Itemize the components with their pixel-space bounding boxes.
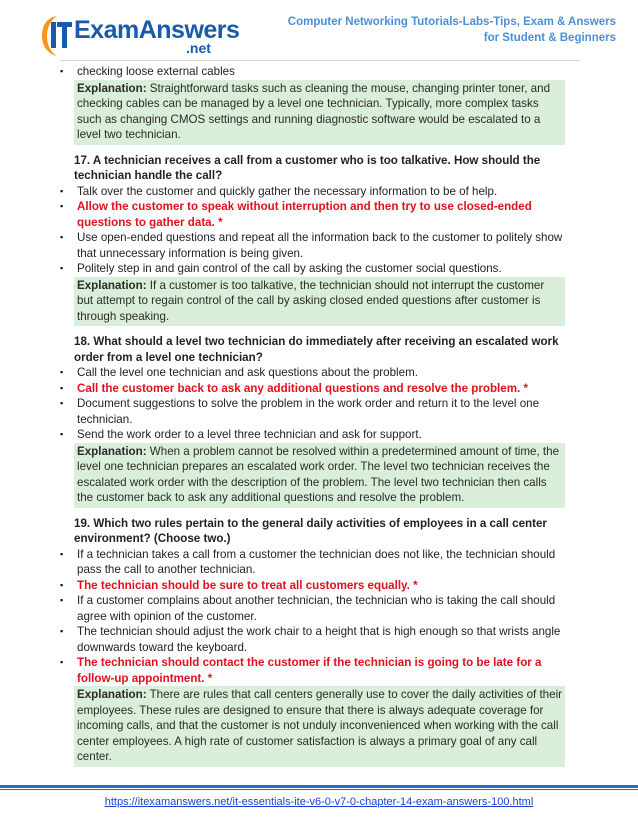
option-item: ▪ Send the work order to a level three technician and ask for support. xyxy=(60,428,422,441)
q19-options xyxy=(60,547,565,687)
source-url-link[interactable]: https://itexamanswers.net/it-essentials-ite-v6-0-v7-0-chapter-14-exam-answers-100.html xyxy=(104,796,534,808)
logo-name: ExamAnswers xyxy=(74,16,240,44)
bullet-icon: ▪ xyxy=(60,579,64,590)
option-item: ▪ The technician should adjust the work chair to a height that is high enough so that wrists angle downwards toward the keyboard. xyxy=(60,625,561,654)
option-item: ▪ Use open-ended questions and repeat all the information back to the customer to politely show that unnecessary information is being given. xyxy=(60,231,563,260)
q19-question: 19. Which two rules pertain to the general daily activities of employees in a call center environment? (Choose two.) xyxy=(74,516,547,545)
logo-it-icon xyxy=(40,14,74,58)
q17-explanation xyxy=(74,277,565,327)
explanation-text: There are rules that call centers generally use to cover the daily activities of their employees. These rules are designed to ensure that there is always adequate coverage for incoming calls, and that the customer is not unduly inconvenienced when working with the call center employees. A high rate of customer satisfaction is always a primary goal of any call center. xyxy=(77,688,563,763)
bullet-icon: ▪ xyxy=(60,382,64,393)
bullet-icon: ▪ xyxy=(60,185,64,196)
bullet-icon: ▪ xyxy=(60,232,64,242)
option-item: ▪ Document suggestions to solve the problem in the work order and return it to the level one technician. xyxy=(60,397,540,426)
q19-explanation xyxy=(74,686,565,767)
tagline-line-2: for Student & Beginners xyxy=(483,32,616,44)
bullet-icon: ▪ xyxy=(60,657,64,667)
q18-options xyxy=(60,365,565,443)
bullet-icon: ▪ xyxy=(60,367,64,377)
q18-question: 18. What should a level two technician do immediately after receiving an escalated work order from a level one technician? xyxy=(74,335,559,364)
option-item-correct: ▪ The technician should be sure to treat all customers equally. * xyxy=(60,578,418,592)
explanation-label: Explanation: xyxy=(77,278,147,292)
option-item-correct: ▪ Allow the customer to speak without interruption and then try to use closed-ended questions to gather data. * xyxy=(60,200,532,229)
q16-explanation xyxy=(74,80,565,145)
explanation-label: Explanation: xyxy=(77,81,147,95)
bullet-icon: ▪ xyxy=(60,263,64,273)
site-tagline xyxy=(288,14,616,46)
explanation-label: Explanation: xyxy=(77,688,147,701)
bullet-icon: ▪ xyxy=(60,429,64,439)
footer-divider-thin xyxy=(0,789,638,790)
explanation-text: Straightforward tasks such as cleaning the mouse, changing printer toner, and checking cables can be managed by a level one technician. Typically, more complex tasks such as changing CMOS settings and running diagnostic software would be escalated to a level two technician. xyxy=(77,81,551,141)
q18-explanation xyxy=(74,443,565,508)
exam-content xyxy=(60,64,565,767)
q17-question: 17. A technician receives a call from a customer who is too talkative. How should the technician handle the call? xyxy=(74,153,541,182)
option-item: ▪ Talk over the customer and quickly gather the necessary information to be of help. xyxy=(60,184,498,198)
page-header xyxy=(0,0,638,62)
explanation-text: If a customer is too talkative, the technician should not interrupt the customer but attempt to regain control of the call by asking closed ended questions after customer is through speaking. xyxy=(77,278,545,323)
q16-options xyxy=(60,64,565,80)
option-item-correct: ▪ Call the customer back to ask any additional questions and resolve the problem. * xyxy=(60,381,528,395)
bullet-icon: ▪ xyxy=(60,548,64,559)
explanation-text: When a problem cannot be resolved within a predetermined amount of time, the level one technician prepares an escalated work order. The level two technician receives the escalated work order with the description of the problem. The level two technician then calls the customer back to ask any additional questions and resolve the problem. xyxy=(77,444,560,504)
site-logo[interactable] xyxy=(40,14,240,58)
header-divider xyxy=(60,60,580,61)
bullet-icon: ▪ xyxy=(60,626,64,636)
footer-divider-thick xyxy=(0,785,638,788)
option-item: ▪ If a customer complains about another technician, the technician who is taking the call should agree with opinion of the customer. xyxy=(60,594,556,623)
tagline-line-1: Computer Networking Tutorials-Labs-Tips, Exam & Answers xyxy=(287,16,616,28)
explanation-label: Explanation: xyxy=(77,444,147,458)
option-item: ▪ Politely step in and gain control of the call by asking the customer social questions. xyxy=(60,262,502,275)
bullet-icon: ▪ xyxy=(60,595,64,605)
option-item: ▪ If a technician takes a call from a customer the technician does not like, the technician should pass the call to another technician. xyxy=(60,547,556,576)
option-item: ▪ Call the level one technician and ask questions about the problem. xyxy=(60,366,418,379)
option-item-correct: ▪ The technician should contact the customer if the technician is going to be late for a follow-up appointment. * xyxy=(60,656,542,685)
bullet-icon: ▪ xyxy=(60,66,64,76)
option-item: ▪ checking loose external cables xyxy=(60,65,235,78)
bullet-icon: ▪ xyxy=(60,398,64,408)
logo-domain: .net xyxy=(186,40,211,56)
q17-options xyxy=(60,184,565,277)
bullet-icon: ▪ xyxy=(60,201,64,211)
